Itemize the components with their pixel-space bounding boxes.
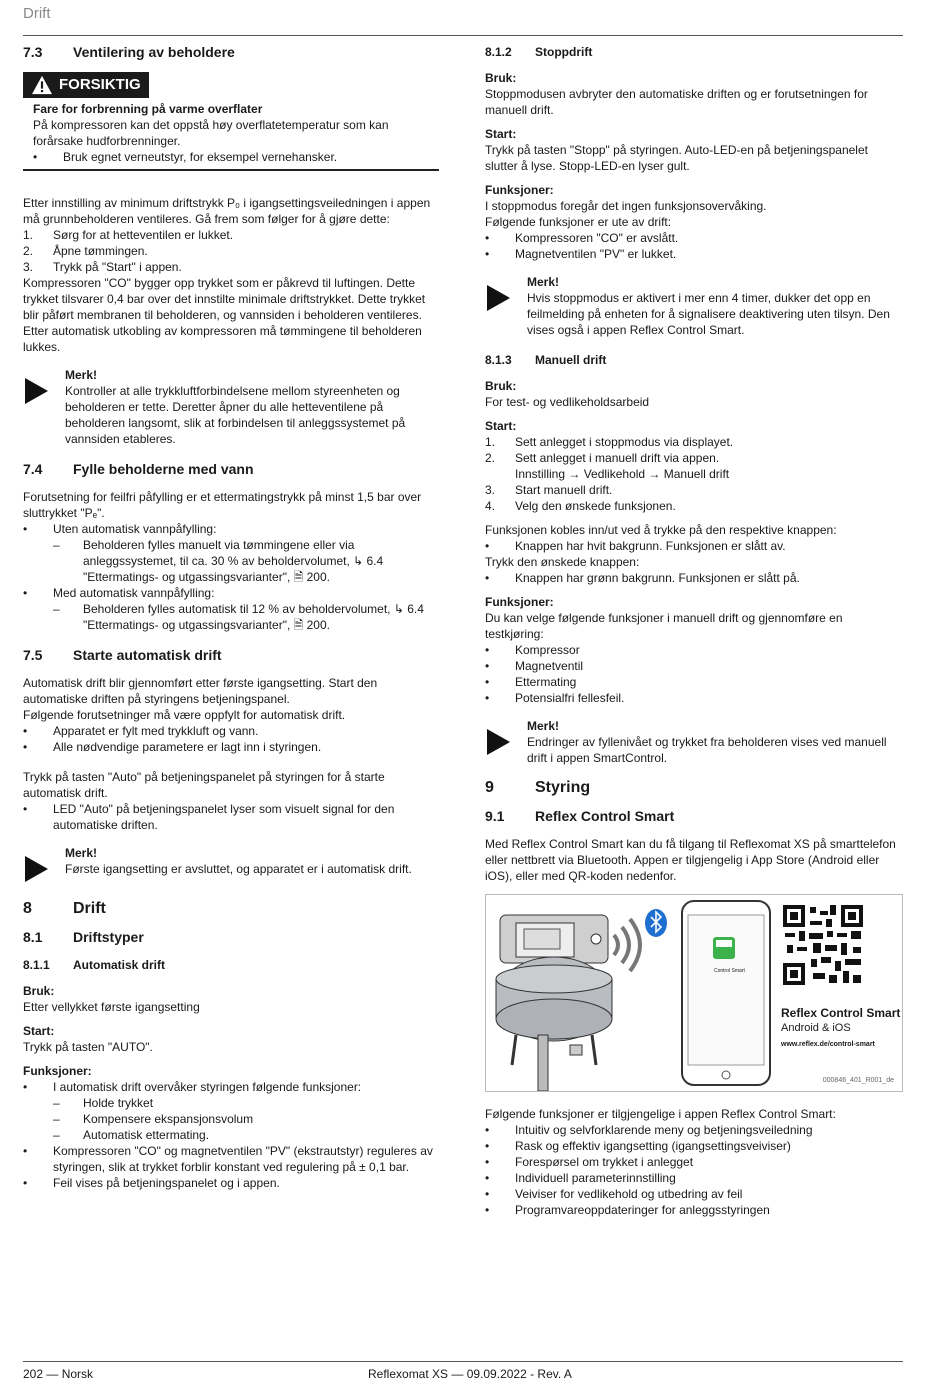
warning-text: På kompressoren kan det oppstå høy overflatetemperatur som kan forårsake hudforbrenninger. (33, 118, 389, 148)
list-item: 3. Trykk på "Start" i appen. (23, 260, 182, 274)
list-item: • Veiviser for vedlikehold og utbedring av feil (485, 1187, 743, 1201)
note-1: Merk! Kontroller at alle trykkluftforbindelsene mellom styreenheten og beholderen er tette. Deretter åpner du alle hetteventilene på beholderen langsomt, slik at forbindelsen til anleggssystemet på vannsiden etableres. (23, 367, 439, 447)
note-arrow-icon (485, 728, 511, 756)
device-illustration (486, 895, 902, 1091)
footer-rule (23, 1361, 903, 1362)
list-item: • Forespørsel om trykket i anlegget (485, 1155, 694, 1169)
s91-p2: Følgende funksjoner er tilgjengelige i appen Reflex Control Smart: (485, 1107, 836, 1121)
menu-path: Innstilling → Vedlikehold → Manuell drift (515, 467, 730, 481)
section-7-5-heading: 7.5 Starte automatisk drift (23, 647, 222, 663)
list-item: • Apparatet er fylt med trykkluft og vann. (23, 724, 259, 738)
qr-code-icon (783, 905, 863, 985)
s813-funk-intro: Du kan velge følgende funksjoner i manuell drift og gjennomføre en testkjøring: (485, 611, 843, 641)
s73-steps (23, 227, 439, 275)
list-item: – Automatisk ettermating. (53, 1128, 210, 1142)
phone-app-label: Control Smart (714, 968, 745, 974)
list-item: • Ettermating (485, 675, 577, 689)
list-item: • Med automatisk vannpåfylling: (23, 586, 215, 600)
note-4: Merk! Endringer av fyllenivået og trykket fra beholderen vises ved manuell drift i appen SmartControl. (485, 718, 903, 766)
footer-document-info: Reflexomat XS — 09.09.2022 - Rev. A (368, 1367, 572, 1381)
label-start: Start: (23, 1024, 55, 1038)
section-8-1-heading: 8.1 Driftstyper (23, 929, 144, 945)
s75-p1: Automatisk drift blir gjennomført etter første igangsetting. Start den automatiske driften på styringens betjeningspanel. (23, 676, 378, 706)
section-8-1-2-heading: 8.1.2 Stoppdrift (485, 45, 593, 59)
list-item: • Magnetventil (485, 659, 584, 673)
list-item: • Knappen har hvit bakgrunn. Funksjonen er slått av. (485, 539, 786, 553)
s91-p1: Med Reflex Control Smart kan du få tilgang til Reflexomat XS på smarttelefon eller nettbrett via Bluetooth. Appen er tilgjengelig i App Store (Android eller iOS), eller med QR-koden nedenfor. (485, 837, 896, 883)
warning-box (23, 72, 439, 171)
note-arrow-icon (23, 855, 49, 883)
list-item: • Magnetventilen "PV" er lukket. (485, 247, 677, 261)
list-item: • Potensialfri fellesfeil. (485, 691, 625, 705)
s811-start: Trykk på tasten "AUTO". (23, 1040, 153, 1054)
s813-p2: Trykk den ønskede knappen: (485, 555, 640, 569)
s813-steps (485, 434, 903, 514)
label-funksjoner: Funksjoner: (485, 595, 554, 609)
list-item: • Alle nødvendige parametere er lagt inn i styringen. (23, 740, 322, 754)
warning-triangle-icon (31, 75, 53, 95)
s75-p2: Følgende forutsetninger må være oppfylt for automatisk drift. (23, 708, 346, 722)
s811-bruk: Etter vellykket første igangsetting (23, 1000, 200, 1014)
bluetooth-icon (645, 909, 667, 937)
footer-page-number: 202 — Norsk (23, 1367, 94, 1381)
wireless-signal-icon (614, 919, 640, 971)
section-7-4-heading: 7.4 Fylle beholderne med vann (23, 461, 254, 477)
running-header: Drift (23, 5, 51, 22)
list-item: • Kompressor (485, 643, 580, 657)
list-item: • Knappen har grønn bakgrunn. Funksjonen er slått på. (485, 571, 800, 585)
s813-bruk: For test- og vedlikeholdsarbeid (485, 395, 650, 409)
figure-id: 000846_401_R001_de (822, 1077, 894, 1084)
section-9-heading: 9 Styring (485, 779, 591, 796)
label-start: Start: (485, 419, 517, 433)
list-item: – Beholderen fylles manuelt via tømmingene eller via anleggssystemet, til ca. 30 % av beholdervolumet, ↳ 6.4 "Ettermatings- og utgassingsvarianter", 🗎 200. (53, 538, 384, 584)
warning-bullet: • Bruk egnet verneutstyr, for eksempel vernehansker. (33, 150, 338, 164)
list-item: – Holde trykket (53, 1096, 154, 1110)
header-rule (23, 35, 903, 36)
warning-title: Fare for forbrenning på varme overflater (33, 102, 263, 116)
figure-app-title: Reflex Control Smart (781, 1006, 901, 1020)
list-item: 4. Velg den ønskede funksjonen. (485, 499, 676, 513)
label-funksjoner: Funksjoner: (23, 1064, 92, 1078)
smartphone-icon (682, 901, 770, 1085)
list-item: 1. Sett anlegget i stoppmodus via displayet. (485, 435, 734, 449)
note-arrow-icon (485, 284, 511, 312)
section-9-1-heading: 9.1 Reflex Control Smart (485, 808, 675, 824)
figure-app-platforms: Android & iOS (781, 1022, 851, 1034)
list-item: • Intuitiv og selvforklarende meny og betjeningsveiledning (485, 1123, 813, 1137)
s812-f2: Følgende funksjoner er ute av drift: (485, 215, 672, 229)
list-item: • Kompressoren "CO" er avslått. (485, 231, 679, 245)
label-start: Start: (485, 127, 517, 141)
s812-start: Trykk på tasten "Stopp" på styringen. Auto-LED-en på betjeningspanelet slutter å lyse. Stopp-LED-en lyser gult. (485, 143, 868, 173)
list-item: • LED "Auto" på betjeningspanelet lyser som visuelt signal for den automatiske driften. (23, 802, 395, 832)
list-item: • I automatisk drift overvåker styringen følgende funksjoner: (23, 1080, 362, 1094)
list-item: • Programvareoppdateringer for anleggsstyringen (485, 1203, 770, 1217)
note-2: Merk! Første igangsetting er avsluttet, og apparatet er i automatisk drift. (23, 845, 439, 887)
section-8-1-1-heading: 8.1.1 Automatisk drift (23, 958, 166, 972)
list-item: • Individuell parameterinnstilling (485, 1171, 676, 1185)
note-3: Merk! Hvis stoppmodus er aktivert i mer enn 4 timer, dukker det opp en feilmelding på enheten for å signalisere deaktivering uten tilsyn. Den vises også i appen Reflex Control Smart. (485, 274, 903, 338)
list-item: 2. Sett anlegget i manuell drift via appen. (485, 451, 720, 465)
section-8-heading: 8 Drift (23, 900, 106, 917)
s812-f1: I stoppmodus foregår det ingen funksjonsovervåking. (485, 199, 767, 213)
label-funksjoner: Funksjoner: (485, 183, 554, 197)
s73-intro: Etter innstilling av minimum driftstrykk P₀ i igangsettingsveiledningen i appen må grunnbeholderen ventileres. Gå frem som følger for å gjøre dette: (23, 196, 431, 226)
list-item: • Uten automatisk vannpåfylling: (23, 522, 217, 536)
warning-badge: FORSIKTIG (23, 72, 149, 98)
control-smart-figure (485, 894, 903, 1092)
list-item: • Kompressoren "CO" og magnetventilen "PV" (ekstrautstyr) reguleres av styringen, slik at trykket forblir konstant ved regulering på ± 0,1 bar. (23, 1144, 433, 1174)
note-arrow-icon (23, 377, 49, 405)
list-item: 2. Åpne tømmingen. (23, 244, 148, 258)
label-bruk: Bruk: (23, 984, 55, 998)
list-item: – Beholderen fylles automatisk til 12 % av beholdervolumet, ↳ 6.4 "Ettermatings- og utgassingsvarianter", 🗎 200. (53, 602, 424, 632)
section-7-3-heading: 7.3 Ventilering av beholdere (23, 44, 235, 60)
list-item: 3. Start manuell drift. (485, 483, 613, 497)
s75-p3: Trykk på tasten "Auto" på betjeningspanelet på styringen for å starte automatisk drift. (23, 770, 385, 800)
figure-app-url: www.reflex.de/control-smart (781, 1041, 875, 1048)
left-column (23, 44, 439, 1191)
label-bruk: Bruk: (485, 71, 517, 85)
list-item: • Rask og effektiv igangsetting (igangsettingsveiviser) (485, 1139, 791, 1153)
s74-intro: Forutsetning for feilfri påfylling er et ettermatingstrykk på minst 1,5 bar over sluttrykket "Pₑ". (23, 490, 422, 520)
s73-after: Kompressoren "CO" bygger opp trykket som er påkrevd til luftingen. Dette trykket tilsvarer 0,4 bar over det innstilte minimale driftstrykket. Dette trykket blir påført membranen til beholderen, og vannsiden i beholderen ventileres. Etter automatisk utkobling av kompressoren må tømmingene til beholderen lukkes. (23, 276, 426, 354)
section-8-1-3-heading: 8.1.3 Manuell drift (485, 353, 607, 367)
s812-bruk: Stoppmodusen avbryter den automatiske driften og er forutsetningen for manuell drift. (485, 87, 868, 117)
list-item: • Feil vises på betjeningspanelet og i appen. (23, 1176, 280, 1190)
s813-p1: Funksjonen kobles inn/ut ved å trykke på den respektive knappen: (485, 523, 837, 537)
right-column (485, 44, 903, 1218)
label-bruk: Bruk: (485, 379, 517, 393)
list-item: – Kompensere ekspansjonsvolum (53, 1112, 254, 1126)
reflexomat-device-icon (496, 915, 612, 1091)
list-item: 1. Sørg for at hetteventilen er lukket. (23, 228, 234, 242)
